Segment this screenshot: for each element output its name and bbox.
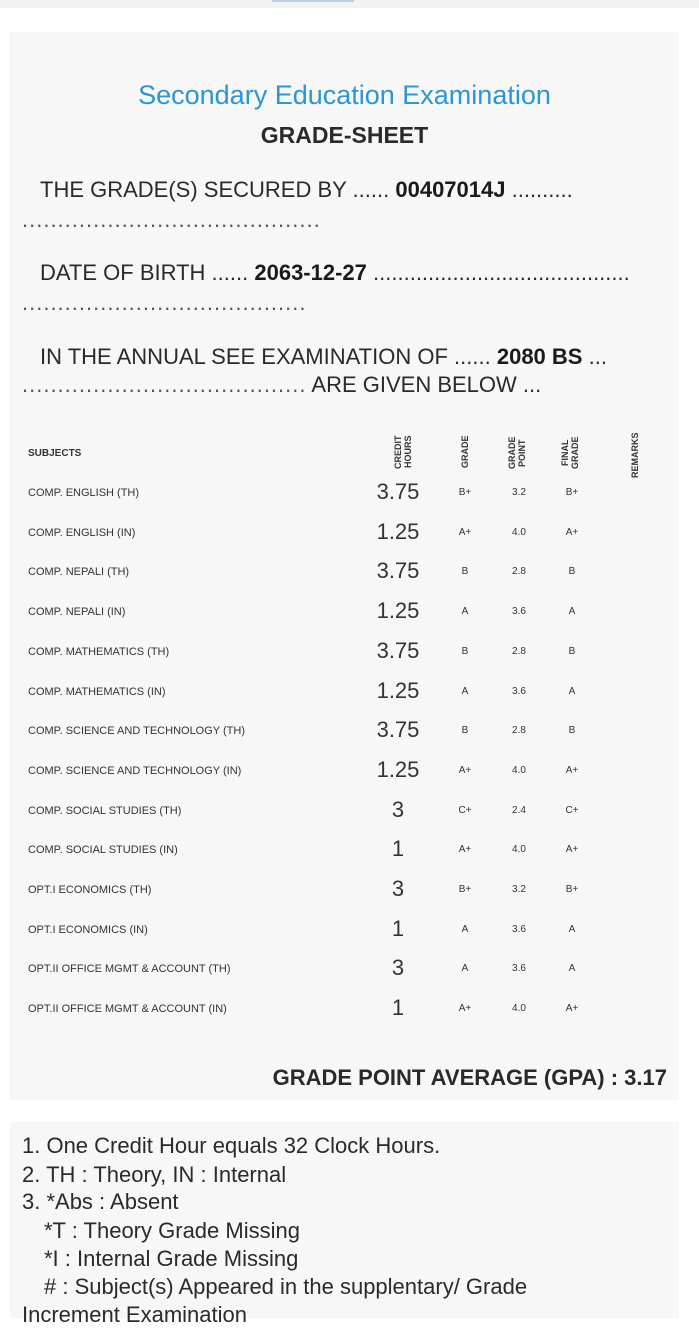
- divider-band: [10, 1100, 679, 1122]
- table-row: [10, 836, 679, 866]
- subject-cell: COMP. SCIENCE AND TECHNOLOGY (TH): [28, 725, 245, 738]
- header-grade-point: GRADE POINT: [507, 436, 527, 470]
- table-row: [10, 558, 679, 588]
- table-row: [10, 797, 679, 827]
- grade-cell: B+: [458, 884, 472, 895]
- grade-point-cell: 3.2: [512, 884, 526, 895]
- table-row: [10, 598, 679, 628]
- credit-hours-cell: 3.75: [376, 717, 420, 743]
- grade-cell: A+: [458, 526, 472, 538]
- grade-point-cell: 2.8: [512, 645, 526, 657]
- leader-dots: ......: [211, 260, 249, 285]
- final-grade-cell: A: [568, 923, 576, 935]
- grade-cell: A: [461, 963, 469, 975]
- header-grade: GRADE: [460, 435, 470, 469]
- subject-cell: OPT.I ECONOMICS (TH): [28, 884, 152, 896]
- exam-label: IN THE ANNUAL SEE EXAMINATION OF: [40, 344, 448, 369]
- credit-hours-cell: 1.25: [376, 756, 420, 782]
- leader-dots: ......: [352, 177, 390, 202]
- grade-cell: C+: [458, 804, 472, 816]
- table-row: [10, 717, 679, 747]
- note-3-continuation: Increment Examination: [22, 1302, 247, 1327]
- table-row: [10, 916, 679, 946]
- subject-cell: COMP. SCIENCE AND TECHNOLOGY (IN): [28, 764, 242, 777]
- grade-cell: A+: [458, 764, 472, 776]
- grade-sheet-card: [10, 32, 679, 1327]
- grade-point-cell: 3.2: [512, 487, 526, 498]
- credit-hours-cell: 1: [391, 995, 405, 1021]
- exam-year: 2080 BS: [496, 344, 583, 369]
- credit-hours-cell: 3: [391, 955, 405, 981]
- leader-dots-line: ........................................: [22, 290, 307, 315]
- leader-dots: ...: [522, 372, 542, 397]
- dob-line: [40, 260, 630, 286]
- final-grade-cell: C+: [565, 804, 579, 816]
- leader-dots: ...: [588, 344, 607, 369]
- credit-hours-cell: 3.75: [376, 637, 420, 663]
- table-row: [10, 638, 679, 668]
- credit-hours-cell: 3: [391, 796, 405, 822]
- note-2: 2. TH : Theory, IN : Internal: [22, 1162, 287, 1187]
- credit-hours-cell: 1.25: [376, 677, 420, 703]
- credit-hours-cell: 3: [391, 876, 405, 901]
- grade-cell: A: [461, 685, 469, 697]
- leader-dots-line: ..........................................: [22, 207, 321, 232]
- header-remarks: REMARKS: [630, 432, 640, 478]
- note-3-theory: *T : Theory Grade Missing: [44, 1218, 300, 1243]
- leader-dots: ..........: [511, 177, 573, 202]
- grade-point-cell: 3.6: [512, 963, 526, 975]
- grade-point-cell: 3.6: [512, 606, 526, 618]
- table-row: [10, 955, 679, 985]
- final-grade-cell: B+: [565, 884, 579, 895]
- subject-cell: COMP. MATHEMATICS (IN): [28, 685, 166, 698]
- final-grade-cell: A+: [565, 1003, 579, 1015]
- top-bar: [0, 0, 699, 8]
- grade-point-cell: 2.4: [512, 804, 526, 816]
- subject-cell: OPT.II OFFICE MGMT & ACCOUNT (TH): [28, 963, 231, 976]
- header-credit-hours: CREDIT HOURS: [393, 435, 413, 469]
- subject-cell: COMP. SOCIAL STUDIES (IN): [28, 844, 178, 857]
- leader-dots: ..........................................: [373, 260, 630, 285]
- final-grade-cell: B: [568, 645, 576, 657]
- table-row: [10, 519, 679, 549]
- tab-indicator: [272, 0, 354, 2]
- subject-cell: COMP. ENGLISH (TH): [28, 487, 140, 499]
- table-row: [10, 678, 679, 708]
- final-grade-cell: A+: [565, 764, 579, 776]
- grade-cell: A: [461, 923, 469, 935]
- sheet-subtitle: GRADE-SHEET: [260, 122, 429, 148]
- symbol-number: 00407014J: [395, 177, 506, 202]
- final-grade-cell: B+: [565, 487, 579, 498]
- given-below-line: [22, 372, 541, 398]
- grade-cell: A+: [458, 844, 472, 856]
- credit-hours-cell: 1: [391, 836, 405, 862]
- table-row: [10, 479, 679, 509]
- dob-label: DATE OF BIRTH: [40, 260, 206, 285]
- subject-cell: OPT.I ECONOMICS (IN): [28, 923, 148, 936]
- subject-cell: COMP. NEPALI (TH): [28, 566, 130, 579]
- subject-cell: COMP. SOCIAL STUDIES (TH): [28, 804, 182, 817]
- dob-value: 2063-12-27: [254, 260, 367, 285]
- credit-hours-cell: 1.25: [376, 598, 420, 624]
- final-grade-cell: A+: [565, 844, 579, 856]
- grade-cell: A: [461, 606, 469, 618]
- grade-cell: B+: [458, 487, 472, 498]
- leader-dots: ......: [454, 344, 491, 369]
- grade-cell: A+: [458, 1003, 472, 1015]
- grade-point-cell: 2.8: [512, 725, 526, 737]
- subject-cell: OPT.II OFFICE MGMT & ACCOUNT (IN): [28, 1003, 227, 1016]
- subject-cell: COMP. MATHEMATICS (TH): [28, 645, 170, 658]
- final-grade-cell: B: [568, 566, 576, 578]
- credit-hours-cell: 1.25: [376, 518, 420, 544]
- note-1: 1. One Credit Hour equals 32 Clock Hours.: [22, 1133, 441, 1158]
- secured-by-line: [40, 177, 573, 203]
- grade-point-cell: 3.6: [512, 685, 526, 697]
- leader-dots: ........................................: [22, 372, 307, 397]
- grade-point-cell: 4.0: [512, 526, 526, 538]
- credit-hours-cell: 3.75: [376, 558, 420, 584]
- table-row: [10, 995, 679, 1025]
- subject-cell: COMP. NEPALI (IN): [28, 606, 126, 619]
- grade-cell: B: [461, 725, 469, 737]
- given-below-label: ARE GIVEN BELOW: [311, 372, 517, 397]
- note-3-supplementary: # : Subject(s) Appeared in the supplentary/ Grade: [44, 1274, 528, 1299]
- exam-line: [40, 344, 607, 370]
- grade-cell: B: [461, 566, 469, 578]
- exam-title: Secondary Education Examination: [138, 80, 551, 110]
- table-row: [10, 757, 679, 787]
- grade-point-cell: 4.0: [512, 1003, 526, 1015]
- secured-by-label: THE GRADE(S) SECURED BY: [40, 177, 347, 202]
- grade-point-cell: 4.0: [512, 844, 526, 856]
- final-grade-cell: A: [568, 606, 576, 618]
- note-3-internal: *I : Internal Grade Missing: [44, 1246, 299, 1271]
- grade-point-cell: 4.0: [512, 764, 526, 776]
- header-final-grade: FINAL GRADE: [560, 436, 580, 470]
- table-row: [10, 876, 679, 906]
- grade-cell: B: [461, 645, 469, 657]
- subject-cell: COMP. ENGLISH (IN): [28, 526, 136, 539]
- credit-hours-cell: 1: [391, 915, 405, 941]
- grade-point-cell: 3.6: [512, 923, 526, 935]
- credit-hours-cell: 3.75: [376, 479, 420, 504]
- final-grade-cell: A: [568, 685, 576, 697]
- grade-point-cell: 2.8: [512, 566, 526, 578]
- note-3: 3. *Abs : Absent: [22, 1189, 179, 1214]
- header-subjects: SUBJECTS: [28, 448, 82, 459]
- gpa-summary: GRADE POINT AVERAGE (GPA) : 3.17: [272, 1065, 667, 1090]
- final-grade-cell: B: [568, 725, 576, 737]
- final-grade-cell: A+: [565, 526, 579, 538]
- final-grade-cell: A: [568, 963, 576, 975]
